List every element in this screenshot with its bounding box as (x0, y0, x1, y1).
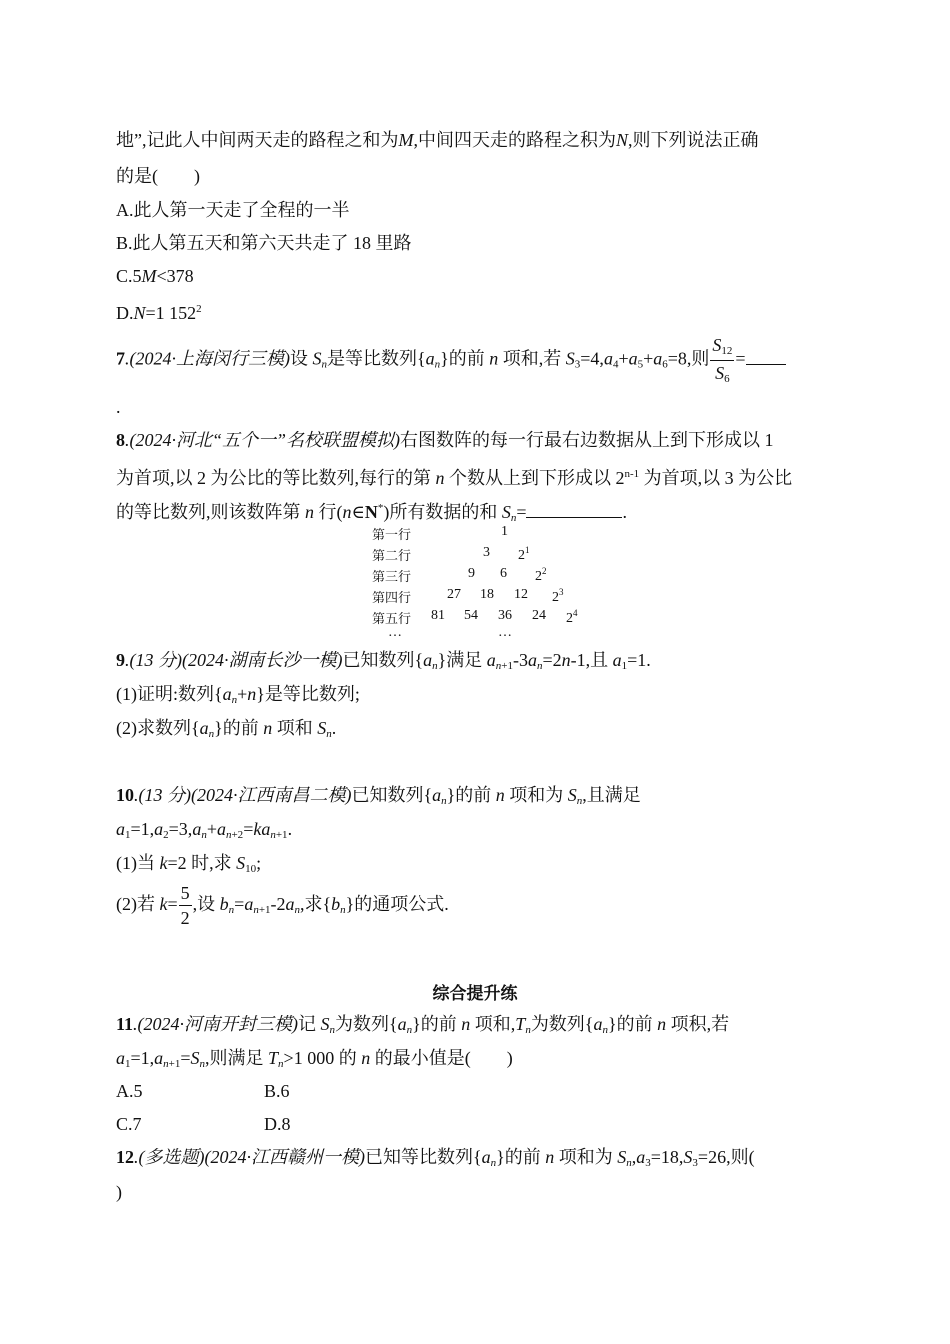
array-value: 6 (500, 566, 507, 581)
q6-option-a: A.此人第一天走了全程的一半 (116, 200, 350, 220)
q8-stem-line1: 8.(2024·河北“五个一”名校联盟模拟)右图数阵的每一行最右边数据从上到下形成以 1 (116, 430, 774, 450)
q11-stem-line2: $a_1=1,a_{n+1}=S_n$,则满足 $T_n>1$ 000 的 n 的最小值是( ) (116, 1048, 513, 1070)
array-value: 54 (464, 608, 478, 623)
q11-option-d: D.8 (264, 1114, 291, 1134)
row-label-2: 第二行 (372, 549, 412, 564)
array-value: 12 (514, 587, 528, 602)
section-heading: 综合提升练 (432, 984, 518, 1004)
q7-answer-blank[interactable] (746, 348, 786, 365)
q11-stem-line1: 11.(2024·河南开封三模)记 $S_n$为数列$\{a_n\}$的前 n 项和$,T_n$为数列$\{a_n\}$的前 n 项积,若 (116, 1014, 730, 1036)
q7-trailing-dot: . (116, 397, 121, 417)
q11-option-c: C.7 (116, 1114, 142, 1134)
array-value: $2^1$ (518, 545, 530, 563)
q10-stem-line1: 10.(13 分)(2024·江西南昌二模)已知数列$\{a_n\}$的前 n 项和为 $S_n$,且满足 (116, 785, 641, 807)
q11-option-b: B.6 (264, 1081, 290, 1101)
row-label-1: 第一行 (372, 528, 412, 543)
array-value: 81 (431, 608, 445, 623)
array-value: 18 (480, 587, 494, 602)
array-ellipsis: … (388, 625, 402, 640)
q10-part-1: (1)当 k=2 时,求 $S_{10}$; (116, 853, 262, 875)
q9-part-2: (2)求数列$\{a_n\}$的前 n 项和 $S_n$. (116, 718, 337, 740)
q8-answer-blank[interactable] (526, 501, 622, 518)
q12-stem-line2: ) (116, 1182, 122, 1202)
q9-part-1: (1)证明:数列$\{a_n+n\}$是等比数列; (116, 684, 360, 706)
row-label-3: 第三行 (372, 570, 412, 585)
array-value: 1 (501, 524, 508, 539)
array-ellipsis: … (498, 625, 512, 640)
q9-stem: 9.(13 分)(2024·湖南长沙一模)已知数列$\{a_n\}$满足 $a_{n+1}-3a_n=2n-1$,且 $a_1=1$. (116, 650, 651, 672)
q7-fraction: $\frac{S_{12}}{S_6}$ (712, 335, 733, 385)
number-array-figure (372, 524, 592, 642)
array-value: $2^4$ (566, 608, 578, 626)
q8-stem-line3: 的等比数列,则该数阵第 n 行(n∈N*)所有数据的和 $S_n=$ . (116, 502, 627, 524)
array-value: 3 (483, 545, 490, 560)
array-value: 36 (498, 608, 512, 623)
q12-stem-line1: 12.(多选题)(2024·江西赣州一模)已知等比数列$\{a_n\}$的前 n 项和为 $S_n,a_3=18,S_3=26$,则( (116, 1147, 755, 1169)
q6-stem-line1: 地”,记此人中间两天走的路程之和为M,中间四天走的路程之积为N,则下列说法正确 (116, 130, 759, 150)
array-value: 24 (532, 608, 546, 623)
array-value: $2^2$ (535, 566, 547, 584)
q6-option-b: B.此人第五天和第六天共走了 18 里路 (116, 233, 412, 253)
q8-stem-line2: 为首项,以 2 为公比的等比数列,每行的第 n 个数从上到下形成以 2$^{n-1}$ 为首项,以 3 为公比 (116, 468, 793, 488)
q10-fraction: $\frac{5}{2}$ (180, 883, 190, 929)
row-label-4: 第四行 (372, 591, 412, 606)
array-value: 9 (468, 566, 475, 581)
q10-stem-line2: $a_1=1,a_2=3,a_n+a_{n+2}=ka_{n+1}$. (116, 819, 293, 841)
q11-option-a: A.5 (116, 1081, 143, 1101)
q7-stem: 7.(2024·上海闵行三模)设 $S_n$是等比数列$\{a_n\}$的前 n 项和,若 $S_3=4,a_4+a_5+a_6=8$,则 $\frac{S_{12}}{S_6}$ = (116, 336, 786, 387)
q6-option-c: C.5M<378 (116, 266, 194, 286)
row-label-5: 第五行 (372, 612, 412, 627)
array-value: 27 (447, 587, 461, 602)
array-value: $2^3$ (552, 587, 564, 605)
q6-stem-line2: 的是( ) (116, 166, 200, 186)
q6-option-d: D.N=1 $152^2$ (116, 303, 202, 323)
q10-part-2: (2)若 k= $\frac{5}{2}$ ,设 $b_n=a_{n+1}-2a_n$,求$\{b_n\}$的通项公式. (116, 883, 449, 929)
